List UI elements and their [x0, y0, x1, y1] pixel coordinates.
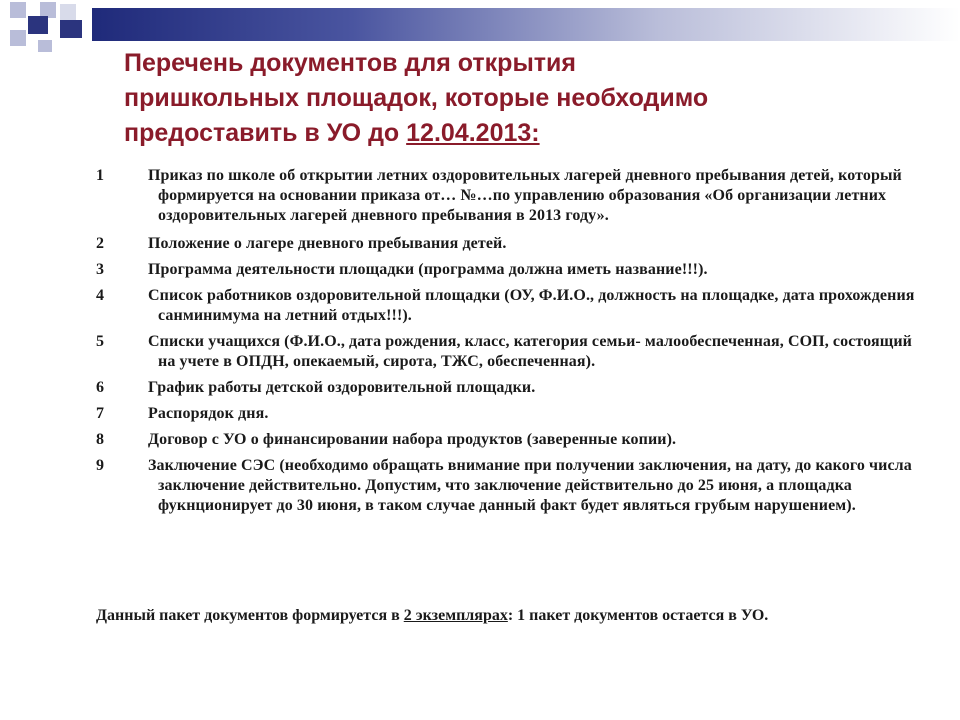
item-text: Заключение СЭС (необходимо обращать внимание при получении заключения, на дату, до какого числа заключение действительно. Допустим, что заключение действительно до 25 июня, а площадка фукнционирует до 30 июня, в таком случае данный факт будет являться грубым нарушением). — [148, 457, 912, 514]
title-date: 12.04.2013: — [406, 119, 540, 147]
footer-underlined: 2 экземплярах — [403, 607, 508, 624]
list-item — [96, 456, 926, 516]
title-line-2: пришкольных площадок, которые необходимо — [124, 84, 709, 112]
list-item — [96, 404, 926, 424]
title-line-3 — [124, 116, 924, 151]
title-line-3-prefix: предоставить в УО до — [124, 119, 407, 147]
footer-suffix: : 1 пакет документов остается в УО. — [507, 607, 769, 624]
document-list — [96, 166, 926, 516]
item-number: 6 — [96, 379, 105, 396]
item-text: Программа деятельности площадки (программа должна иметь название!!!). — [148, 261, 708, 278]
item-number: 1 — [96, 167, 105, 184]
item-text: Договор с УО о финансировании набора продуктов (заверенные копии). — [148, 431, 677, 448]
decor-square — [28, 16, 48, 34]
item-number: 8 — [96, 431, 105, 448]
footer-note — [96, 606, 960, 626]
item-text: Списки учащихся (Ф.И.О., дата рождения, класс, категория семьи- малообеспеченная, СОП, состоящий на учете в ОПДН, опекаемый, сирота, ТЖС, обеспеченная). — [148, 333, 912, 370]
list-item — [96, 166, 926, 226]
item-text: Распорядок дня. — [148, 405, 269, 422]
decor-square — [38, 40, 52, 52]
list-item — [96, 286, 926, 326]
item-number: 3 — [96, 261, 105, 278]
list-item — [96, 234, 926, 254]
list-item — [96, 332, 926, 372]
list-item — [96, 260, 926, 280]
item-number: 7 — [96, 405, 105, 422]
gradient-bar — [92, 8, 960, 41]
item-text: Положение о лагере дневного пребывания детей. — [148, 235, 507, 252]
header-decoration — [0, 0, 960, 52]
decor-square — [60, 20, 82, 38]
decor-square — [10, 30, 26, 46]
decor-square — [60, 4, 76, 20]
item-number: 2 — [96, 235, 105, 252]
item-number: 5 — [96, 333, 105, 350]
list-item — [96, 430, 926, 450]
item-text: График работы детской оздоровительной площадки. — [148, 379, 536, 396]
footer-prefix: Данный пакет документов формируется в — [96, 607, 404, 624]
item-number: 9 — [96, 457, 105, 474]
item-text: Приказ по школе об открытии летних оздоровительных лагерей дневного пребывания детей, который формируется на основании приказа от… №…по управлению образования «Об организации летних оздоровительных лагерей дневного пребывания в 2013 году». — [148, 167, 902, 224]
title-line-1: Перечень документов для открытия — [124, 49, 576, 77]
list-item — [96, 378, 926, 398]
decor-square — [10, 2, 26, 18]
item-text: Список работников оздоровительной площадки (ОУ, Ф.И.О., должность на площадке, дата прохождения санминимума на летний отдых!!!). — [148, 287, 915, 324]
item-number: 4 — [96, 287, 105, 304]
slide-title — [124, 46, 924, 151]
